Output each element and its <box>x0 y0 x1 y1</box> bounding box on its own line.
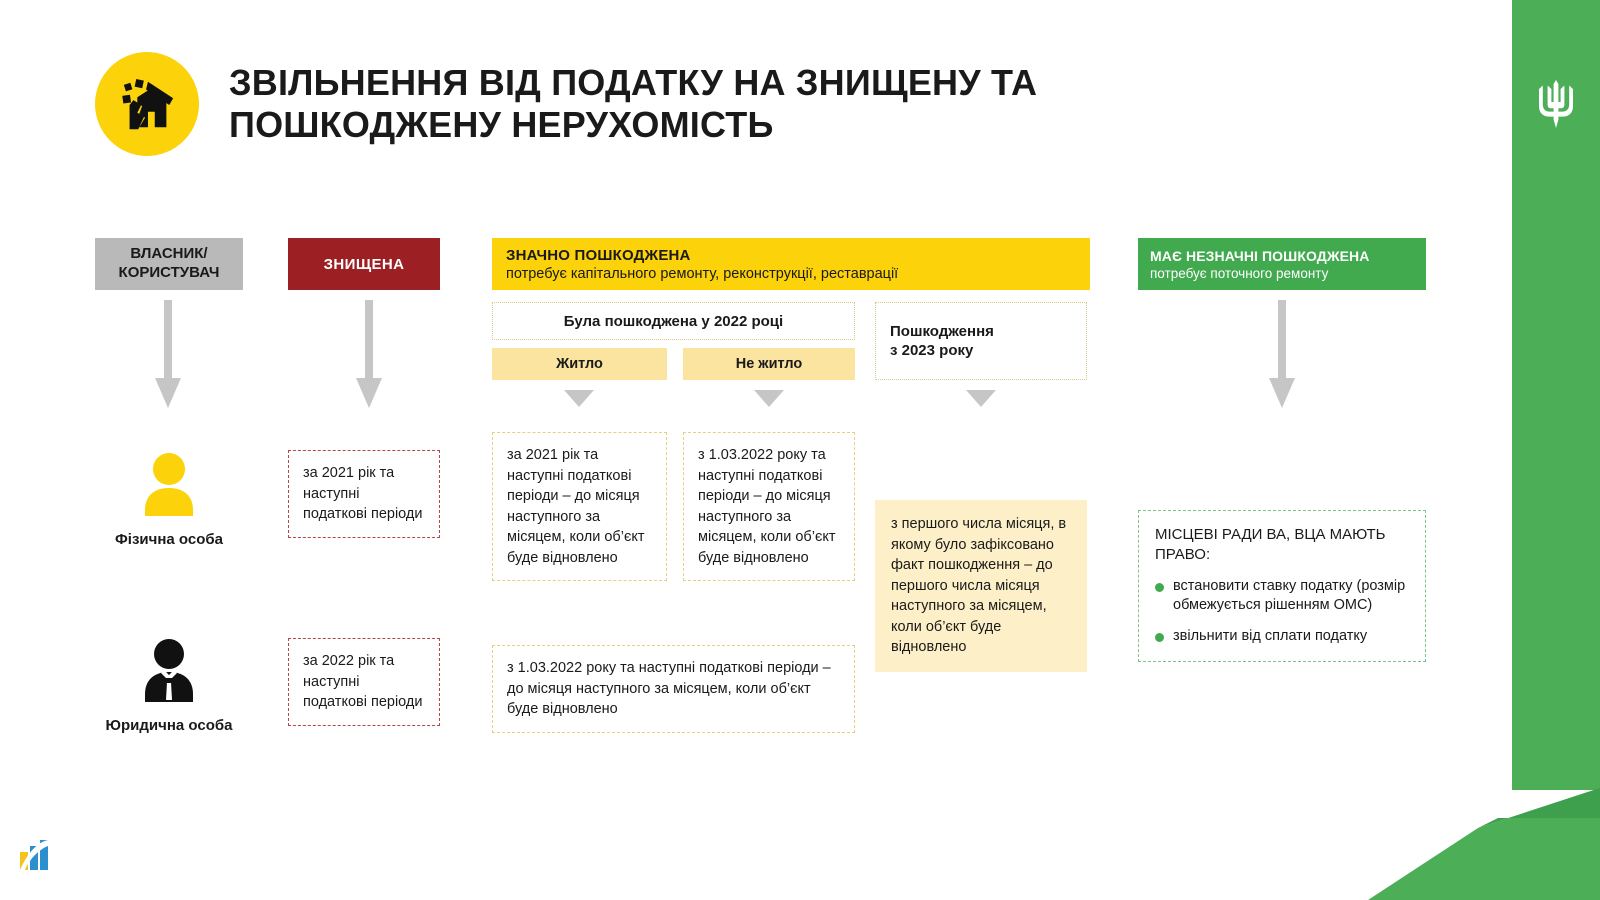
box-housing-physical: за 2021 рік та наступні податкові періоди – до місяця наступного за місяцем, коли об’єкт буде відновлено <box>492 432 667 581</box>
row-label-legal-person <box>95 638 243 734</box>
pill-non-housing: Не житло <box>683 348 855 380</box>
arrow-housing-down <box>564 390 594 407</box>
row-label-physical-person <box>95 452 243 548</box>
owner-label-line2: КОРИСТУВАЧ <box>118 264 220 281</box>
person-icon <box>137 452 201 518</box>
physical-person-label: Фізична особа <box>114 531 223 548</box>
box-minor-damage-rights <box>1138 510 1426 662</box>
owner-label-line1: ВЛАСНИК/ <box>130 245 208 263</box>
damaged-2023-line2: з 2023 року <box>890 342 974 359</box>
page-title: ЗВІЛЬНЕННЯ ВІД ПОДАТКУ НА ЗНИЩЕНУ ТА ПОШКОДЖЕНУ НЕРУХОМІСТЬ <box>229 61 1038 145</box>
minor-damage-subtitle: потребує поточного ремонту <box>1150 265 1329 281</box>
column-header-major-damage <box>492 238 1090 290</box>
list-item: звільнити від сплати податку <box>1155 627 1409 647</box>
brand-bars-logo <box>18 838 54 872</box>
major-damage-subtitle: потребує капітального ремонту, реконструкції, реставрації <box>506 265 899 282</box>
green-corner-wedge <box>1368 788 1600 900</box>
page-header <box>95 52 1129 156</box>
arrow-non-housing-down <box>754 390 784 407</box>
box-non-housing-physical: з 1.03.2022 року та наступні податкові періоди – до місяця наступного за місяцем, коли об’єкт буде відновлено <box>683 432 855 581</box>
arrow-minor-down <box>1269 300 1295 408</box>
list-item: встановити ставку податку (розмір обмежується рішенням ОМС) <box>1155 577 1409 616</box>
column-header-owner <box>95 238 243 290</box>
subheader-damaged-2022: Була пошкоджена у 2022 році <box>492 302 855 340</box>
column-header-minor-damage <box>1138 238 1426 290</box>
box-damaged-from-2023: з першого числа місяця, в якому було зафіксовано факт пошкодження – до першого числа місяця наступного за місяцем, коли об’єкт буде відновлено <box>875 500 1087 672</box>
arrow-owner-down <box>155 300 181 408</box>
legal-person-label: Юридична особа <box>105 717 233 734</box>
ukraine-trident-icon <box>1536 78 1576 130</box>
damaged-house-badge <box>95 52 199 156</box>
box-destroyed-physical: за 2021 рік та наступні податкові періоди <box>288 450 440 538</box>
arrow-2023-down <box>966 390 996 407</box>
column-header-destroyed: ЗНИЩЕНА <box>288 238 440 290</box>
minor-rights-heading: МІСЦЕВІ РАДИ ВА, ВЦА МАЮТЬ ПРАВО: <box>1155 526 1386 563</box>
damaged-house-icon <box>116 73 178 135</box>
arrow-destroyed-down <box>356 300 382 408</box>
box-major-damage-legal: з 1.03.2022 року та наступні податкові періоди – до місяця наступного за місяцем, коли об’єкт буде відновлено <box>492 645 855 733</box>
box-destroyed-legal: за 2022 рік та наступні податкові періоди <box>288 638 440 726</box>
minor-damage-title: МАЄ НЕЗНАЧНІ ПОШКОДЖЕНА <box>1150 247 1370 264</box>
subheader-damaged-2023 <box>875 302 1087 380</box>
minor-rights-list <box>1155 577 1409 647</box>
pill-housing: Житло <box>492 348 667 380</box>
major-damage-title: ЗНАЧНО ПОШКОДЖЕНА <box>506 246 691 264</box>
damaged-2023-line1: Пошкодження <box>890 322 994 340</box>
businessperson-icon <box>137 638 201 704</box>
